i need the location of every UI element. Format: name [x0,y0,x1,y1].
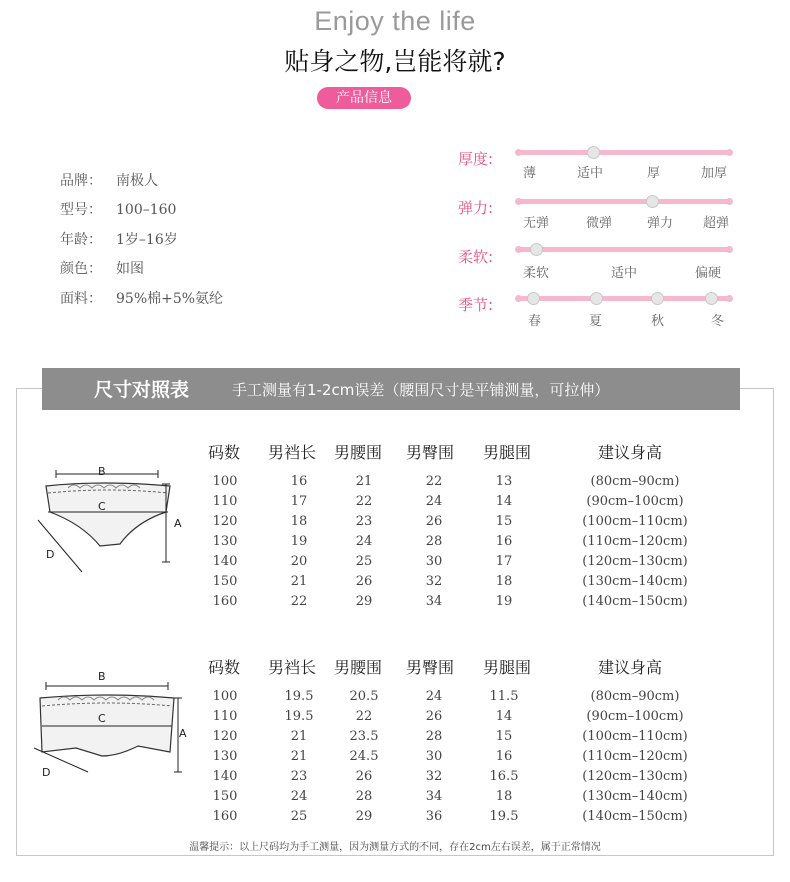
boxers-cell-leg: 11.5 [489,689,519,704]
briefs-cell-leg: 14 [495,494,513,509]
tick-stretch: 弹力 [647,216,674,231]
briefs-cell-height: (90cm–100cm) [586,494,684,509]
briefs-cell-waist: 29 [355,594,373,609]
boxers-cell-crotch-length: 23 [290,769,308,784]
tick-thin: 薄 [523,166,537,181]
tagline: Enjoy the life [314,6,476,36]
size-chart-subtitle: 手工测量有1-2cm误差（腰围尺寸是平铺测量，可拉伸） [232,381,610,399]
briefs-header-leg: 男腿围 [483,443,532,462]
briefs-cell-crotch-length: 18 [290,514,308,529]
boxers-cell-waist: 22 [355,709,373,724]
boxers-cell-crotch-length: 21 [290,749,308,764]
boxers-cell-crotch-length: 19.5 [284,709,314,724]
season-label: 季节: [458,296,494,314]
boxers-cell-height: (80cm–90cm) [590,689,680,704]
tick-soft-medium: 适中 [611,266,638,281]
briefs-cell-hip: 32 [425,574,443,589]
season-marker-autumn [651,292,664,305]
softness-scale [518,247,730,252]
briefs-cell-waist: 23 [355,514,373,529]
size-chart-banner [42,368,740,410]
briefs-cell-height: (120cm–130cm) [582,554,688,569]
boxers-cell-hip: 36 [425,809,443,824]
tick-autumn: 秋 [651,314,665,329]
tick-stiff: 偏硬 [695,266,722,281]
thickness-label: 厚度: [458,150,494,168]
boxers-cell-height: (100cm–110cm) [582,729,688,744]
thickness-marker [587,146,600,159]
thickness-scale [518,150,730,155]
tick-no-stretch: 无弹 [523,216,550,231]
boxers-cell-height: (110cm–120cm) [582,749,688,764]
boxers-cell-size: 130 [212,749,238,764]
briefs-cell-hip: 22 [425,474,443,489]
boxers-cell-size: 140 [212,769,238,784]
briefs-cell-crotch-length: 20 [290,554,308,569]
briefs-cell-size: 160 [212,594,238,609]
elasticity-marker [646,195,659,208]
tick-super-stretch: 超弹 [703,216,730,231]
briefs-cell-size: 130 [212,534,238,549]
boxers-cell-hip: 26 [425,709,443,724]
boxers-header-hip: 男臀围 [406,658,455,677]
boxers-cell-waist: 28 [355,789,373,804]
boxers-cell-leg: 14 [495,709,513,724]
boxers-cell-height: (120cm–130cm) [582,769,688,784]
softness-label: 柔软: [458,248,494,266]
briefs-cell-leg: 15 [495,514,513,529]
boxers-cell-crotch-length: 24 [290,789,308,804]
boxers-cell-waist: 20.5 [349,689,379,704]
briefs-cell-leg: 19 [495,594,513,609]
elasticity-scale [518,199,730,204]
tick-spring: 春 [528,314,542,329]
briefs-header-waist: 男腰围 [334,443,383,462]
boxers-cell-hip: 32 [425,769,443,784]
briefs-cell-hip: 28 [425,534,443,549]
dim-label-a-1: A [174,517,182,530]
boxers-cell-leg: 16.5 [489,769,519,784]
boxers-cell-waist: 29 [355,809,373,824]
size-chart-title: 尺寸对照表 [94,379,190,401]
briefs-cell-crotch-length: 19 [290,534,308,549]
briefs-cell-leg: 18 [495,574,513,589]
briefs-cell-crotch-length: 16 [290,474,308,489]
boxers-cell-size: 150 [212,789,238,804]
briefs-cell-hip: 26 [425,514,443,529]
briefs-cell-waist: 26 [355,574,373,589]
briefs-cell-waist: 24 [355,534,373,549]
briefs-header-hip: 男臀围 [406,443,455,462]
briefs-cell-height: (80cm–90cm) [590,474,680,489]
boxers-cell-waist: 23.5 [349,729,379,744]
boxers-cell-size: 120 [212,729,238,744]
boxers-cell-size: 160 [212,809,238,824]
frame-line-right [740,388,774,389]
briefs-cell-leg: 16 [495,534,513,549]
briefs-cell-leg: 13 [495,474,513,489]
tick-medium: 适中 [577,166,604,181]
info-age: 年龄： 1岁–16岁 [60,232,178,248]
briefs-cell-waist: 21 [355,474,373,489]
boxers-cell-hip: 30 [425,749,443,764]
briefs-cell-height: (140cm–150cm) [582,594,688,609]
briefs-cell-hip: 30 [425,554,443,569]
briefs-cell-waist: 25 [355,554,373,569]
season-marker-summer [590,292,603,305]
measurement-note: 温馨提示：以上尺码均为手工测量，因为测量方式的不同，存在2cm左右误差，属于正常情况 [189,842,601,853]
tick-slight-stretch: 微弹 [586,216,613,231]
product-info-badge: 产品信息 [317,87,411,109]
briefs-cell-size: 150 [212,574,238,589]
dim-label-d-1: D [46,548,55,561]
briefs-cell-waist: 22 [355,494,373,509]
briefs-cell-size: 140 [212,554,238,569]
briefs-cell-hip: 34 [425,594,443,609]
briefs-cell-size: 120 [212,514,238,529]
season-marker-spring [527,292,540,305]
boxers-header-leg: 男腿围 [483,658,532,677]
briefs-cell-height: (110cm–120cm) [582,534,688,549]
tick-winter: 冬 [711,314,725,329]
briefs-cell-crotch-length: 21 [290,574,308,589]
briefs-cell-size: 110 [212,494,238,509]
boxers-cell-waist: 24.5 [349,749,379,764]
boxers-header-height: 建议身高 [598,658,663,677]
boxers-cell-height: (130cm–140cm) [582,789,688,804]
size-table-boxers [0,655,790,830]
boxers-cell-hip: 28 [425,729,443,744]
briefs-cell-height: (100cm–110cm) [582,514,688,529]
size-table-briefs [0,440,790,615]
boxers-cell-crotch-length: 19.5 [284,689,314,704]
boxers-cell-height: (90cm–100cm) [586,709,684,724]
tick-thick: 厚 [647,166,661,181]
briefs-cell-leg: 17 [495,554,513,569]
slogan: 贴身之物,岂能将就? [284,47,506,76]
boxers-cell-crotch-length: 21 [290,729,308,744]
boxers-cell-crotch-length: 25 [290,809,308,824]
boxers-cell-hip: 34 [425,789,443,804]
briefs-cell-size: 100 [212,474,238,489]
info-fabric: 面料： 95%棉+5%氨纶 [60,291,224,307]
boxers-header-size: 码数 [208,658,241,677]
dim-label-d-2: D [42,766,51,779]
dim-label-b-1: B [98,465,106,478]
tick-summer: 夏 [589,314,603,329]
info-model: 型号： 100–160 [60,202,177,218]
boxers-cell-waist: 26 [355,769,373,784]
boxers-cell-hip: 24 [425,689,443,704]
info-color: 颜色： 如图 [60,261,144,277]
dim-label-a-2: A [179,727,187,740]
briefs-cell-crotch-length: 22 [290,594,308,609]
boxers-header-waist: 男腰围 [334,658,383,677]
season-marker-winter [705,292,718,305]
elasticity-label: 弹力: [458,199,494,217]
briefs-header-height: 建议身高 [598,443,663,462]
boxers-header-crotch-length: 男裆长 [268,658,317,677]
briefs-cell-height: (130cm–140cm) [582,574,688,589]
softness-marker [530,243,543,256]
info-brand: 品牌： 南极人 [60,173,158,189]
briefs-cell-crotch-length: 17 [290,494,308,509]
briefs-header-size: 码数 [208,443,241,462]
boxers-cell-leg: 18 [495,789,513,804]
boxers-cell-leg: 16 [495,749,513,764]
tick-extra-thick: 加厚 [701,166,728,181]
dim-label-c-1: C [98,500,106,513]
frame-line-left [16,388,42,389]
boxers-cell-leg: 19.5 [489,809,519,824]
season-scale [518,296,730,301]
boxers-cell-leg: 15 [495,729,513,744]
briefs-cell-hip: 24 [425,494,443,509]
dim-label-b-2: B [98,670,106,683]
boxers-cell-height: (140cm–150cm) [582,809,688,824]
tick-soft: 柔软 [523,266,550,281]
dim-label-c-2: C [98,712,106,725]
boxers-cell-size: 100 [212,689,238,704]
briefs-header-crotch-length: 男裆长 [268,443,317,462]
boxers-cell-size: 110 [212,709,238,724]
